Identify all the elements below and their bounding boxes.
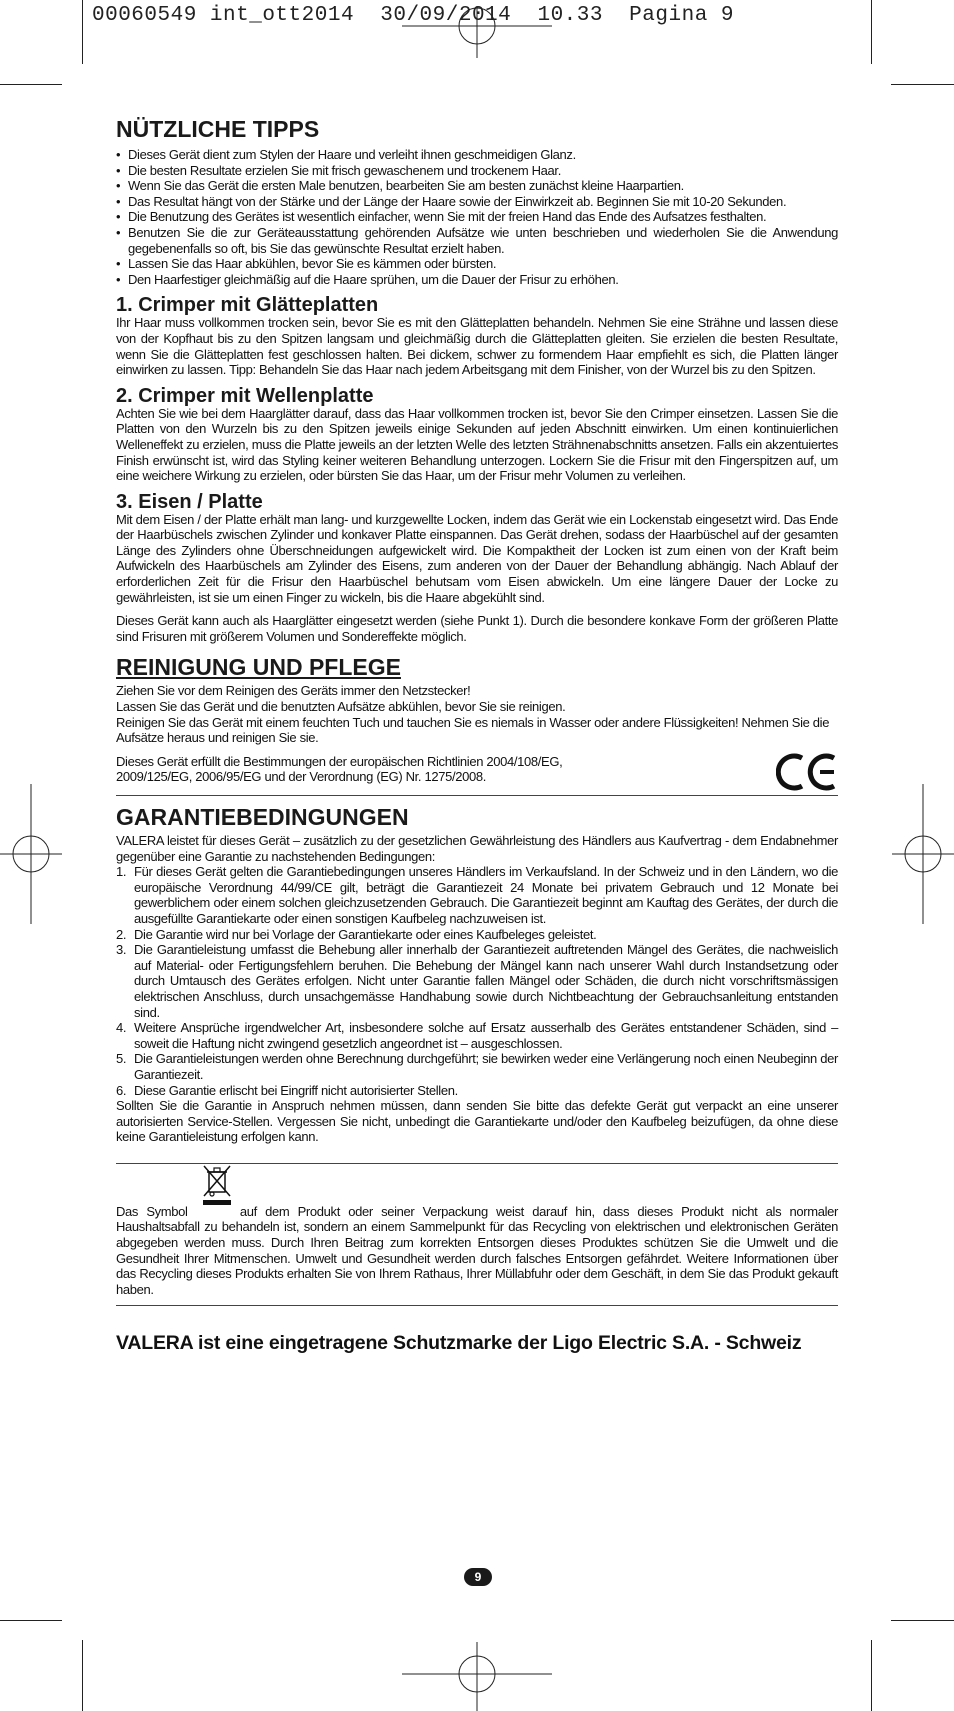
registration-mark-icon [402,1642,552,1711]
divider [116,795,838,796]
crop-mark [0,1620,62,1621]
section-text: Achten Sie wie bei dem Haarglätter darauf, dass das Haar vollkommen trocken ist, bevor Sie den Crimper einsetzen. Lassen Sie die Platten von den Wurzeln bis zu den Spitzen jeweils einige Sekunden auf jeden Abschnitt einwirken. Um einen kontinuierlichen Welleneffekt zu erzielen, muss die Platte jeweils an der letzten Welle des letzten Strähnenabschnitts ansetzen. Falls ein akzentuiertes Finish erwünscht ist, wird das Styling keiner weiteren Behandlung unterzogen. Lockern Sie die Frisur mit den Fingerspitzen auf, um eine weichere Wirkung zu erzielen, oder bürsten Sie das Haar, um der Frisur mehr Volumen zu verleihen. [116,405,838,484]
crop-mark [871,0,872,64]
registration-mark-icon [892,784,954,924]
divider [116,1305,838,1306]
warranty-outro: Sollten Sie die Garantie in Anspruch nehmen müssen, dann senden Sie bitte das defekte Gerät gut verpackt an eine unserer autorisierten Service-Stellen. Vergessen Sie nicht, unbedingt die Garantiekarte und/oder den Kaufbeleg beizufügen, da ohne diese keine Garantieleistung erfolgen kann. [116,1098,838,1145]
cleaning-line: Reinigen Sie das Gerät mit einem feuchten Tuch und tauchen Sie es niemals in Wasser oder andere Flüssigkeiten! Nehmen Sie die Aufsätze heraus und reinigen Sie sie. [116,714,830,746]
cleaning-line: Ziehen Sie vor dem Reinigen des Geräts immer den Netzstecker! [116,683,471,699]
section-text: Ihr Haar muss vollkommen trocken sein, bevor Sie es mit den Glätteplatten behandeln. Nehmen Sie eine Strähne und lassen diese von der Kopfhaut bis zu den Spitzen langsam und gleichmäßig durch die Glätteplatten gleiten. Sie erzielen die besten Resultate, wenn Sie die Glätteplatten fest geschlossen halten. Bei dickem, schwer zu formendem Haar empfiehlt es sich, die Platten länger einwirken zu lassen. Tipp: Behandeln Sie das Haar nach jedem Arbeitsgang mit dem Finisher, von der Wurzel bis zu den Spitzen. [116,315,838,378]
list-item: 4. Weitere Ansprüche irgendwelcher Art, insbesondere solche auf Ersatz ausserhalb des Gerätes entstandener Schäden, sind – soweit die Haftung nicht zwingend gesetzlich angeordnet ist – ausgeschlossen. [116,1020,838,1051]
crop-mark [82,1640,83,1711]
cleaning-heading: REINIGUNG UND PFLEGE [116,654,401,681]
registration-mark-icon [402,6,552,58]
directive-text: Dieses Gerät erfüllt die Bestimmungen der europäischen Richtlinien 2004/108/EG, [116,753,563,769]
crop-mark [891,84,954,85]
list-item: • Die Benutzung des Gerätes ist wesentlich einfacher, wenn Sie mit der freien Hand das Ende des Aufsatzes festhalten. [116,209,838,225]
tips-list [116,147,838,287]
warranty-list [116,864,838,1098]
cleaning-line: Lassen Sie das Gerät und die benutzten Aufsätze abkühlen, bevor Sie sie reinigen. [116,699,566,715]
section-text: Mit dem Eisen / der Platte erhält man lang- und kurzgewellte Locken, indem das Gerät wie ein Lockenstab eingesetzt wird. Das Ende der Haarbüschels zwischen Zylinder und konkaver Platte einspannen. Das Gerät drehen, sodass der Haarbüschel auf der gesamten Länge des Zylinders ohne Überschneidungen aufgewickelt wird. Die Kompaktheit der Locken ist zum einen von der Kraft beim Aufwickeln des Haarbüschels am Zylinder des Eisens, zum anderen von der Dauer der Behandlung abhängig. Nach Ablauf der erforderlichen Zeit für die Frisur den Haarbüschel behutsam vom Eisen abwickeln. Um eine längere Dauer der Locke zu gewährleisten, ist sie um einen Finger zu wickeln, bis die Haare abgekühlt sind. [116,511,838,605]
warranty-heading: GARANTIEBEDINGUNGEN [116,804,409,830]
list-item: • Benutzen Sie die zur Geräteausstattung gehörenden Aufsätze wie unten beschrieben und wiederholen Sie die Anwendung gegebenenfalls so oft, bis Sie das gewünschte Resultat erzielt haben. [116,225,838,256]
trademark-footer: VALERA ist eine eingetragene Schutzmarke der Ligo Electric S.A. - Schweiz [116,1332,802,1355]
list-item: 3. Die Garantieleistung umfasst die Behebung aller innerhalb der Garantiezeit auftretenden Mängel des Gerätes, die nachweislich auf Material- oder Fertigungsfehlern beruhen. Die Behebung der Mängel kann nach unserer Wahl durch Instandsetzung oder durch Umtausch des Gerätes erfolgen. Nicht unter Garantie fallen Mängel oder Schäden, die durch nicht vorschriftsmässigen elektrischen Anschluss, durch unsachgemässe Handhabung sowie durch Nichtbeachtung der Gebrauchsanleitung entstanden sind. [116,942,838,1020]
crop-mark [82,0,83,64]
section-text: Dieses Gerät kann auch als Haarglätter eingesetzt werden (siehe Punkt 1). Durch die besondere konkave Form der größeren Platte sind Frisuren mit größerem Volumen und Sondereffekte möglich. [116,613,838,644]
list-item: 5. Die Garantieleistungen werden ohne Berechnung durchgeführt; sie bewirken weder eine Verlängerung noch einen Neubeginn der Garantiezeit. [116,1051,838,1082]
list-item: 2. Die Garantie wird nur bei Vorlage der Garantiekarte oder eines Kaufbeleges geleistet. [116,926,597,942]
warranty-intro: VALERA leistet für dieses Gerät – zusätzlich zu der gesetzlichen Gewährleistung des Händlers aus Kaufvertrag - dem Endabnehmer gegenüber eine Garantie zu nachstehenden Bedingungen: [116,833,838,864]
list-item: • Den Haarfestiger gleichmäßig auf die Haare sprühen, um die Dauer der Frisur zu erhöhen. [116,272,838,288]
section-heading-crimper-smoothing: 1. Crimper mit Glätteplatten [116,294,379,317]
crop-mark [891,1620,954,1621]
registration-mark-icon [0,784,62,924]
list-item: 1. Für dieses Gerät gelten die Garantiebedingungen unseres Händlers im Verkaufsland. In der Schweiz und in den Ländern, wo die europäische Verordnung 44/99/CE gilt, beträgt die Garantiezeit 24 Monate bei privatem Gebrauch und 12 Monate bei gewerblichem oder einem solchen gleichzusetzenden Gebrauch. Die Garantiezeit beginnt am Kauftag des Gerätes, der durch die ausgefüllte Garantiekarte oder einen sonstigen Kaufbeleg nachzuweisen ist. [116,864,838,926]
disposal-block [116,1204,838,1298]
list-item: • Die besten Resultate erzielen Sie mit frisch gewaschenem und trockenem Haar. [116,163,838,179]
list-item: • Wenn Sie das Gerät die ersten Male benutzen, bearbeiten Sie am besten zunächst kleine Haarpartien. [116,178,838,194]
section-heading-iron-plate: 3. Eisen / Platte [116,490,263,513]
crossed-bin-icon [200,1164,234,1206]
crop-mark [0,84,62,85]
list-item: • Das Resultat hängt von der Stärke und der Länge der Haare sowie der Einwirkzeit ab. Beginnen Sie mit 10-20 Sekunden. [116,194,838,210]
crop-mark [871,1640,872,1711]
list-item: • Lassen Sie das Haar abkühlen, bevor Sie es kämmen oder bürsten. [116,256,838,272]
directive-block [116,754,838,785]
print-slug-header: 00060549 int_ott2014 30/09/2014 10.33 Pagina 9 [92,4,735,27]
section-heading-crimper-wave: 2. Crimper mit Wellenplatte [116,384,374,407]
ce-mark-icon [776,752,838,792]
tips-heading: NÜTZLICHE TIPPS [116,116,320,142]
page-number-badge: 9 [464,1568,492,1586]
directive-text: 2009/125/EG, 2006/95/EG und der Verordnung (EG) Nr. 1275/2008. [116,769,487,785]
page-content [116,116,838,1355]
disposal-text: Das Symbol auf dem Produkt oder seiner Verpackung weist darauf hin, dass dieses Produkt nicht als normaler Haushaltsabfall zu behandeln ist, sondern an einem Sammelpunkt für das Recycling von elektrischen und elektronischen Geräten abgegeben werden muss. Durch Ihren Beitrag zum korrekten Entsorgen dieses Produktes schützen Sie die Umwelt und die Gesundheit Ihrer Mitmenschen. Umwelt und Gesundheit werden durch falsches Entsorgen gefährdet. Weitere Informationen über das Recycling dieses Produkts erhalten Sie von Ihrem Rathaus, Ihrer Müllabfuhr oder dem Geschäft, in dem Sie das Produkt gekauft haben. [116,1203,838,1297]
list-item: • Dieses Gerät dient zum Stylen der Haare und verleiht ihnen geschmeidigen Glanz. [116,147,838,163]
list-item: 6. Diese Garantie erlischt bei Eingriff nicht autorisierter Stellen. [116,1082,458,1098]
